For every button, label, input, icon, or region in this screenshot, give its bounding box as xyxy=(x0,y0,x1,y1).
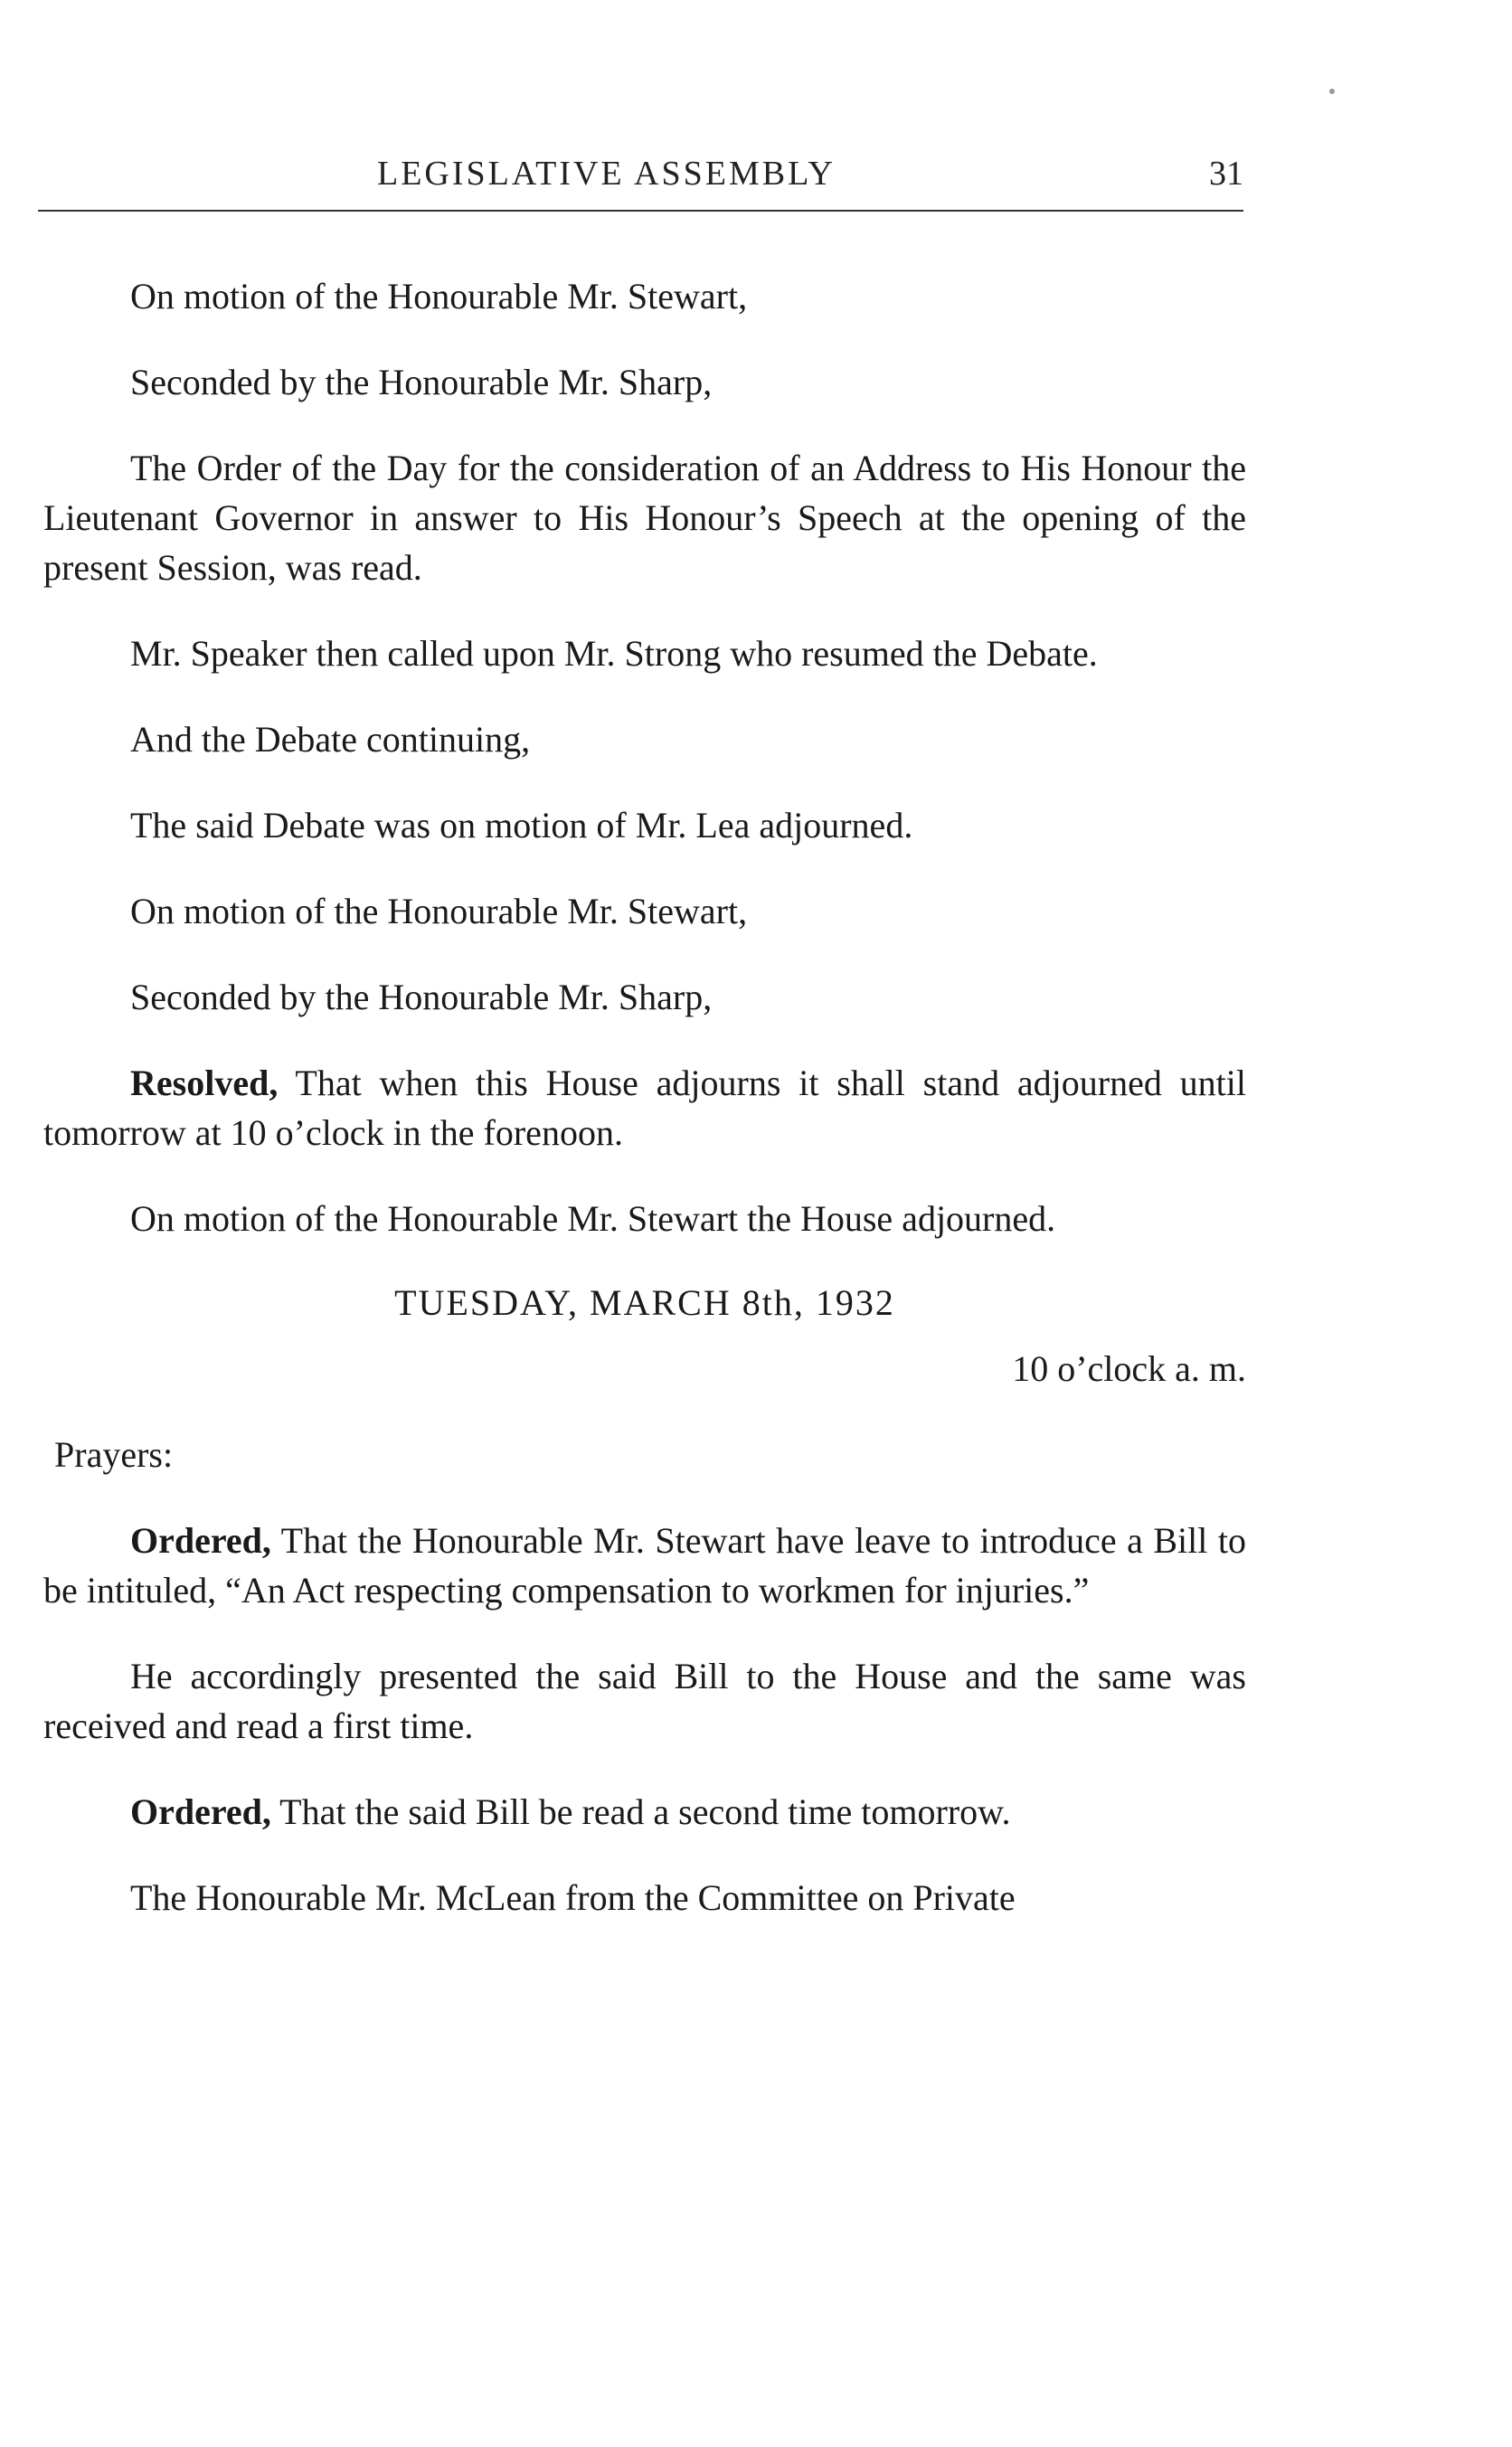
paragraph: On motion of the Honourable Mr. Stewart the House adjourned. xyxy=(130,1198,1056,1239)
ordered-paragraph xyxy=(43,1516,1246,1615)
paragraph: On motion of the Honourable Mr. Stewart, xyxy=(130,276,748,317)
paragraph: Seconded by the Honourable Mr. Sharp, xyxy=(130,362,713,402)
paragraph: The said Debate was on motion of Mr. Lea adjourned. xyxy=(130,805,913,846)
scan-speck xyxy=(1329,89,1335,94)
paragraph: The Order of the Day for the consideration of an Address to His Honour the Lieutenant Governor in answer to His Honour’s Speech at the opening of the present Session, was read. xyxy=(43,448,1246,588)
date-heading: TUESDAY, MARCH 8th, 1932 xyxy=(394,1282,895,1323)
body-text xyxy=(43,271,1246,1959)
paragraph-text: That when this House adjourns it shall stand adjourned until tomorrow at 10 o’clock in the forenoon. xyxy=(43,1063,1246,1153)
ordered-paragraph xyxy=(43,1787,1246,1837)
resolved-keyword: Resolved, xyxy=(130,1063,279,1103)
paragraph: On motion of the Honourable Mr. Stewart, xyxy=(130,891,748,931)
header-rule xyxy=(38,210,1243,212)
resolved-paragraph xyxy=(43,1058,1246,1157)
paragraph: He accordingly presented the said Bill to the House and the same was received and read a first time. xyxy=(43,1656,1246,1746)
ordered-keyword: Ordered, xyxy=(130,1791,271,1832)
paragraph: Seconded by the Honourable Mr. Sharp, xyxy=(130,977,713,1017)
running-head: LEGISLATIVE ASSEMBLY xyxy=(377,155,836,193)
paragraph-text: That the Honourable Mr. Stewart have leave to introduce a Bill to be intituled, “An Act respecting compensation to workmen for injuries.” xyxy=(43,1520,1246,1611)
time-line: 10 o’clock a. m. xyxy=(1012,1348,1246,1389)
prayers-label: Prayers: xyxy=(54,1434,174,1475)
paragraph: And the Debate continuing, xyxy=(130,719,531,760)
ordered-keyword: Ordered, xyxy=(130,1520,271,1561)
paragraph-text: That the said Bill be read a second time tomorrow. xyxy=(270,1791,1011,1832)
page-number: 31 xyxy=(1209,155,1243,193)
paragraph: Mr. Speaker then called upon Mr. Strong who resumed the Debate. xyxy=(130,633,1098,674)
page-header xyxy=(38,154,1243,208)
paragraph: The Honourable Mr. McLean from the Committee on Private xyxy=(130,1877,1016,1918)
